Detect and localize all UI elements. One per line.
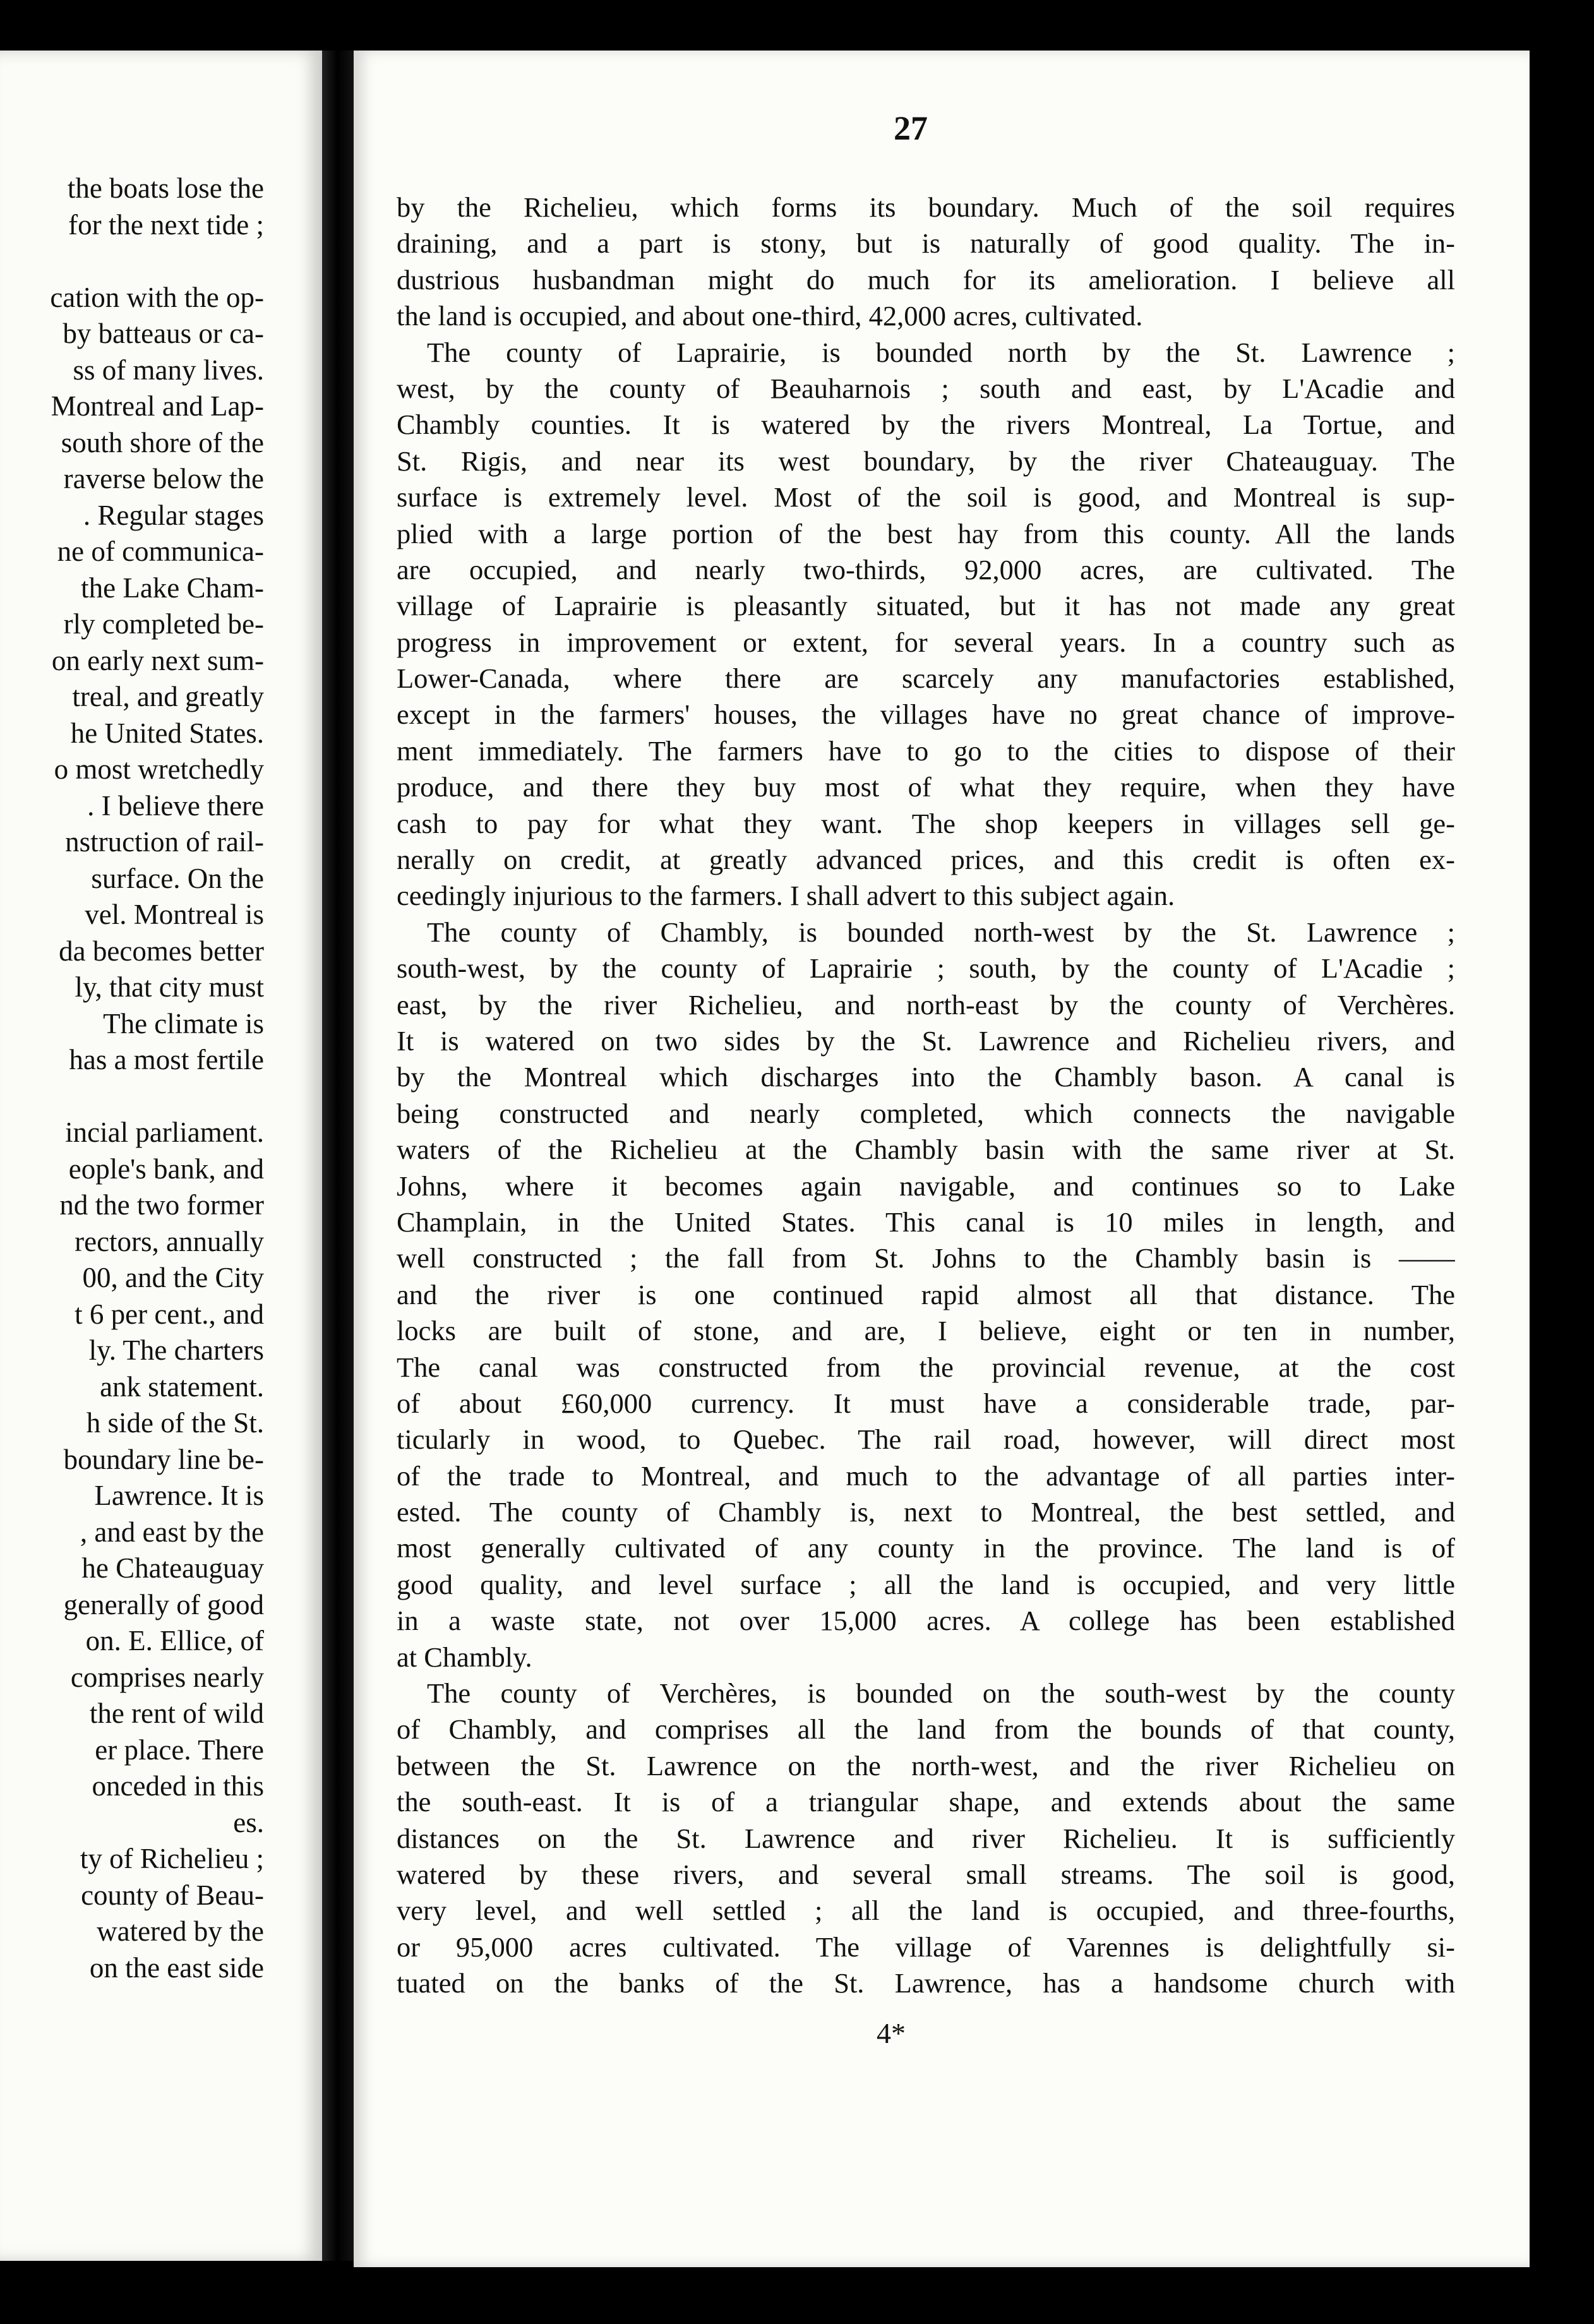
text-line: east, by the river Richelieu, and north-east by the county of Verchères. — [397, 988, 1455, 1021]
text-line: dustrious husbandman might do much for its amelioration. I believe all — [397, 263, 1455, 296]
text-line: south-west, by the county of Laprairie ; south, by the county of L'Acadie ; — [397, 952, 1455, 985]
text-line: most generally cultivated of any county in the province. The land is of — [397, 1532, 1455, 1564]
text-line: Lower-Canada, where there are scarcely any manufactories established, — [397, 662, 1455, 695]
left-page-line: rectors, annually — [75, 1225, 264, 1257]
page-number: 27 — [894, 109, 928, 147]
text-line: good quality, and level surface ; all the land is occupied, and very little — [397, 1568, 1455, 1600]
text-line: very level, and well settled ; all the land is occupied, and three-fourths, — [397, 1895, 1455, 1927]
scan-border — [1530, 51, 1594, 2324]
text-line: locks are built of stone, and are, I believe, eight or ten in number, — [397, 1315, 1455, 1347]
left-page-line: . Regular stages — [83, 499, 264, 531]
text-line: in a waste state, not over 15,000 acres. A college has been established — [397, 1605, 1455, 1637]
text-line: being constructed and nearly completed, which connects the navigable — [397, 1097, 1455, 1129]
left-page-line: on. E. Ellice, of — [85, 1625, 264, 1656]
text-line: The county of Laprairie, is bounded north by the St. Lawrence ; — [427, 336, 1455, 368]
left-page-line: onceded in this — [92, 1770, 264, 1802]
left-page-line: ne of communica- — [57, 536, 264, 567]
text-line: nerally on credit, at greatly advanced prices, and this credit is often ex- — [397, 844, 1455, 876]
text-line: by the Richelieu, which forms its boundary. Much of the soil requires — [397, 191, 1455, 223]
left-page-line: Montreal and Lap- — [51, 390, 264, 422]
text-line: are occupied, and nearly two-thirds, 92,000 acres, are cultivated. The — [397, 553, 1455, 585]
text-line: the land is occupied, and about one-third, 42,000 acres, cultivated. — [397, 300, 1143, 332]
text-line: The canal was constructed from the provincial revenue, at the cost — [397, 1351, 1455, 1383]
text-line: Chambly counties. It is watered by the rivers Montreal, La Tortue, and — [397, 409, 1455, 441]
left-page-line: ly. The charters — [88, 1334, 264, 1366]
text-line: and the river is one continued rapid almost all that distance. The — [397, 1278, 1455, 1310]
left-page-line: vel. Montreal is — [85, 899, 264, 930]
text-line: progress in improvement or extent, for several years. In a country such as — [397, 626, 1455, 658]
left-page-line: watered by the — [97, 1915, 264, 1947]
left-page-line: Lawrence. It is — [94, 1480, 264, 1511]
text-line: St. Rigis, and near its west boundary, by the river Chateauguay. The — [397, 445, 1455, 477]
left-page-line: he Chateauguay — [81, 1552, 264, 1584]
left-page-line: ly, that city must — [75, 971, 264, 1003]
left-page-line: generally of good — [63, 1588, 264, 1620]
left-page-line: has a most fertile — [69, 1044, 264, 1075]
text-line: The county of Verchères, is bounded on the south-west by the county — [427, 1677, 1455, 1710]
text-line: cash to pay for what they want. The shop keepers in villages sell ge- — [397, 807, 1455, 839]
text-line: ment immediately. The farmers have to go to the cities to dispose of their — [397, 734, 1455, 767]
left-page-line: ank statement. — [100, 1370, 264, 1403]
left-page-line: county of Beau- — [81, 1879, 264, 1911]
text-line: by the Montreal which discharges into the Chambly bason. A canal is — [397, 1061, 1455, 1093]
text-line: waters of the Richelieu at the Chambly basin with the same river at St. — [397, 1134, 1455, 1166]
left-page-line: , and east by the — [80, 1516, 264, 1548]
left-page-line: da becomes better — [59, 935, 264, 967]
left-page-line: south shore of the — [61, 426, 264, 458]
text-line: It is watered on two sides by the St. Lawrence and Richelieu rivers, and — [397, 1024, 1455, 1057]
left-page-line: by batteaus or ca- — [63, 318, 264, 349]
text-line: draining, and a part is stony, but is naturally of good quality. The in- — [397, 227, 1455, 260]
left-page-line: for the next tide ; — [68, 208, 264, 241]
signature-mark: 4* — [877, 2017, 906, 2049]
left-page-line: 00, and the City — [82, 1262, 264, 1293]
text-line: except in the farmers' houses, the villages have no great chance of improve- — [397, 698, 1455, 731]
left-page-line: eople's bank, and — [68, 1153, 264, 1185]
text-line: of Chambly, and comprises all the land from the bounds of that county, — [397, 1713, 1455, 1746]
left-page-line: ty of Richelieu ; — [80, 1843, 264, 1874]
left-page-line: the boats lose the — [67, 172, 264, 204]
text-line: at Chambly. — [397, 1641, 532, 1673]
left-page-fragment — [0, 51, 322, 2261]
left-page-line: treal, and greatly — [72, 681, 264, 712]
left-page-line: cation with the op- — [50, 281, 264, 313]
left-page-line: t 6 per cent., and — [75, 1298, 264, 1330]
body-text — [397, 189, 1455, 2002]
left-page-line: the Lake Cham- — [81, 572, 264, 604]
text-line: ticularly in wood, to Quebec. The rail road, however, will direct most — [397, 1423, 1455, 1456]
text-line: surface is extremely level. Most of the soil is good, and Montreal is sup- — [397, 481, 1455, 513]
left-page-line: The climate is — [103, 1007, 264, 1039]
left-page-line: on the east side — [89, 1951, 264, 1984]
left-page-line: he United States. — [70, 717, 264, 749]
left-page-line — [0, 1079, 264, 1115]
left-page-line — [0, 243, 264, 280]
text-line: produce, and there they buy most of what they require, when they have — [397, 771, 1455, 803]
text-line: between the St. Lawrence on the north-west, and the river Richelieu on — [397, 1749, 1455, 1782]
text-line: ceedingly injurious to the farmers. I shall advert to this subject again. — [397, 880, 1175, 912]
left-page-line: boundary line be- — [63, 1443, 264, 1475]
text-line: or 95,000 acres cultivated. The village of Varennes is delightfully si- — [397, 1931, 1455, 1963]
left-page-line: incial parliament. — [65, 1117, 264, 1148]
text-line: well constructed ; the fall from St. Johns to the Chambly basin is —— — [397, 1242, 1455, 1274]
text-line: plied with a large portion of the best hay from this county. All the lands — [397, 517, 1455, 549]
text-line: of the trade to Montreal, and much to the advantage of all parties inter- — [397, 1459, 1455, 1492]
text-line: tuated on the banks of the St. Lawrence, has a handsome church with — [397, 1967, 1455, 1999]
left-page-line: comprises nearly — [70, 1661, 264, 1693]
text-line: Johns, where it becomes again navigable, and continues so to Lake — [397, 1170, 1455, 1202]
text-line: Champlain, in the United States. This canal is 10 miles in length, and — [397, 1206, 1455, 1238]
text-line: The county of Chambly, is bounded north-west by the St. Lawrence ; — [427, 916, 1455, 948]
left-page-line: nd the two former — [59, 1189, 264, 1221]
left-page-line: es. — [233, 1806, 264, 1838]
text-line: watered by these rivers, and several small streams. The soil is good, — [397, 1858, 1455, 1890]
left-page-line: er place. There — [95, 1734, 264, 1766]
left-page-line: rly completed be- — [63, 608, 264, 640]
left-page-line: on early next sum- — [51, 644, 264, 676]
text-line: of about £60,000 currency. It must have a considerable trade, par- — [397, 1387, 1455, 1419]
left-page-line: nstruction of rail- — [65, 826, 264, 858]
text-line: distances on the St. Lawrence and river Richelieu. It is sufficiently — [397, 1822, 1455, 1854]
left-page-line: ss of many lives. — [73, 354, 264, 386]
left-page-line: h side of the St. — [86, 1407, 264, 1439]
left-page-line: . I believe there — [87, 789, 264, 822]
left-page-line: the rent of wild — [89, 1698, 264, 1729]
left-page-line: surface. On the — [91, 862, 264, 894]
text-line: ested. The county of Chambly is, next to Montreal, the best settled, and — [397, 1496, 1455, 1528]
left-page-line: o most wretchedly — [54, 753, 264, 785]
left-page-text — [0, 171, 264, 1986]
left-page-line: raverse below the — [63, 463, 264, 494]
text-line: the south-east. It is of a triangular shape, and extends about the same — [397, 1786, 1455, 1818]
text-line: west, by the county of Beauharnois ; south and east, by L'Acadie and — [397, 372, 1455, 404]
text-line: village of Laprairie is pleasantly situated, but it has not made any great — [397, 590, 1455, 622]
